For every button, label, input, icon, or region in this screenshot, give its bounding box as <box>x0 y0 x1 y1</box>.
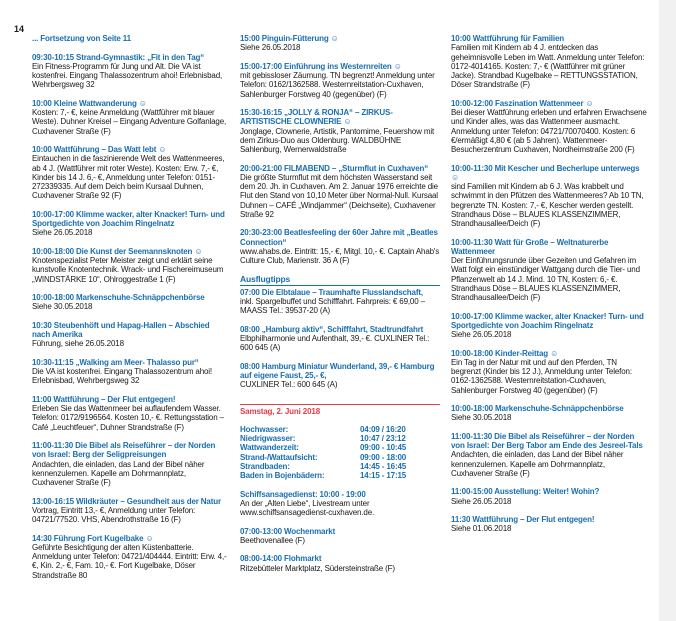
event-entry <box>451 34 647 90</box>
column-2-entries-bottom <box>240 490 440 573</box>
continuation-note: ... Fortsetzung von Seite 11 <box>32 34 131 43</box>
event-description: CUXLINER Tel.: 600 645 (A) <box>240 380 338 390</box>
event-title: 10:00-11:30 Watt für Große – Weltnaturerbe Wattenmeer <box>451 237 609 256</box>
event-entry <box>451 99 647 155</box>
event-description: Die größte Sturmflut mit dem höchsten Wasserstand seit dem 20. Jh. in Cuxhaven. Am 2. Januar 1976 erreichte die Flut den Stand von 10,10 Meter über Normal-Null. Kursaal Duhnen – CAFÉ „Windjammer“ (Deichseite), Cuxhavener Straße 92 <box>240 172 438 219</box>
event-description: www.ahabs.de. Eintritt: 15,- €, Mitgl. 10,- €. Captain Ahab's Culture Club, Marienstr. 36 A (F) <box>240 246 440 265</box>
event-title: 07:00 Die Elbtalaue – Traumhafte Flusslandschaft, <box>240 287 423 297</box>
event-entry <box>240 527 440 546</box>
tide-time: 10:47 / 23:12 <box>360 434 406 443</box>
column-3 <box>451 34 647 543</box>
event-title: 15:00-17:00 Einführung ins Westernreiten ☺ <box>240 61 402 71</box>
event-description: Ein Tag in der Natur mit und auf den Pferden, TN begrenzt (Kinder bis 12 J.), Anmeldung unter Telefon: 0162-1362588. Westernreitstation-Cuxhaven, Sahlenburger Forstweg 40 (gegenüber) (F) <box>451 357 632 395</box>
event-description: Kosten: 7,- €, keine Anmeldung (Wattführer mit blauer Weste). Duhner Kreisel – Eingang Adventure Golfanlage, Cuxhavener Straße (F) <box>32 108 227 136</box>
date-header: Samstag, 2. Juni 2018 <box>240 404 440 416</box>
event-description: Jonglage, Clownerie, Artistik, Pantomime, Feuershow mit dem Zirkus-Duo aus Oldenburg. WALDBÜHNE Sahlenburg, Wernerwaldstraße <box>240 126 435 154</box>
event-title: 10:00-18:00 Markenschuhe-Schnäppchenbörse <box>32 293 205 302</box>
event-title: 08:00 „Hamburg aktiv“, Schifffahrt, Stadtrundfahrt <box>240 324 424 334</box>
tide-row <box>240 462 440 471</box>
event-description: Siehe 30.05.2018 <box>32 302 93 312</box>
tide-time: 09:00 - 18:00 <box>360 452 407 462</box>
event-entry <box>451 404 647 423</box>
event-entry <box>451 487 647 506</box>
event-entry <box>240 490 440 518</box>
event-title: 14:30 Führung Fort Kugelbake ☺ <box>32 533 154 543</box>
tide-row <box>240 434 440 443</box>
event-description: Andachten, die einladen, das Land der Bibel näher kennenzulernen. Kapelle am Dohrmannplatz, Cuxhavener Straße (F) <box>451 450 624 478</box>
event-description: Ein Fitness-Programm für Jung und Alt. Die VA ist kostenfrei. Eingang Thalassozentrum ahoi! Erlebnisbad, Wehrbergsweg 32 <box>32 61 223 90</box>
tide-label: Baden in Bojenbädern: <box>240 471 325 480</box>
event-title: 10:00 Wattführung für Familien <box>451 34 564 43</box>
event-entry <box>32 247 228 284</box>
event-entry <box>32 497 228 525</box>
tide-label: Strandbaden: <box>240 461 290 471</box>
tide-time: 14:45 - 16:45 <box>360 461 407 471</box>
event-entry <box>32 321 228 349</box>
event-entry <box>240 362 440 390</box>
event-entry <box>240 34 440 53</box>
tide-row <box>240 453 440 462</box>
section-header-ausflugtipps: Ausflugtipps <box>240 275 440 286</box>
event-description: mit gebissloser Zäumung. TN begrenzt! Anmeldung unter Telefon: 0162/1362588. Westernreitstation-Cuxhaven, Sahlenburger Forstweg 40 (gegenüber) (F) <box>240 71 435 99</box>
event-entry <box>451 238 647 303</box>
event-title: 10:00-18:00 Die Kunst der Seemannsknoten ☺ <box>32 246 203 256</box>
event-title: 10:00-17:00 Klimme wacker, alter Knacker! Turn- und Sportgedichte von Joachim Ringelnatz <box>32 209 225 228</box>
event-entry <box>240 288 440 316</box>
tide-time: 14:15 - 17:15 <box>360 471 407 480</box>
event-entry <box>32 441 228 487</box>
event-description: Die VA ist kostenfrei. Eingang Thalassozentrum ahoi! Erlebnisbad, Wehrbergsweg 32 <box>32 367 213 386</box>
event-description: Siehe 26.05.2018 <box>451 496 512 506</box>
event-title: 10:00-18:00 Markenschuhe-Schnäppchenbörse <box>451 404 624 413</box>
tide-label: Niedrigwasser: <box>240 434 296 443</box>
tide-row <box>240 471 440 480</box>
event-title: 10:00 Kleine Wattwanderung ☺ <box>32 98 147 108</box>
event-title: 10:00-12:00 Faszination Wattenmeer ☺ <box>451 98 594 108</box>
event-entry <box>32 293 228 312</box>
event-description: Elbphilharmonie und Aufenthalt, 39,- €. CUXLINER Tel.: 600 645 (A) <box>240 334 430 353</box>
event-description: Eintauchen in die faszinierende Welt des Wattenmeeres, ab 4 J. (Wattführer mit roter Weste). Kosten: Erw. 7,- €, Kinder bis 14 J. 6,- €, Anmeldung unter Telefon: 0151-272339335. Auf dem Deich beim Kursaal Duhnen, Cuxhavener Straße 92 (F) <box>32 154 225 201</box>
event-title: 11:00-11:30 Die Bibel als Reiseführer – der Norden von Israel: Berg der Seligpreisungen <box>32 441 216 460</box>
event-entry <box>240 164 440 220</box>
event-description: Ritzebütteler Marktplatz, Südersteinstraße (F) <box>240 563 395 573</box>
event-entry <box>32 358 228 386</box>
event-title: 11:30 Wattführung – Der Flut entgegen! <box>451 515 595 524</box>
event-description: Führung, siehe 26.05.2018 <box>32 339 124 349</box>
event-title: 10:30 Steubenhöft und Hapag-Hallen – Abschied nach Amerika <box>32 320 210 339</box>
page-edge-bar <box>659 0 676 621</box>
event-description: Bei dieser Wattführung erleben und erfahren Erwachsene und Kinder alles, was das Wattenmeer ausmacht. Anmeldung unter Telefon: 04721/70070400. Kosten: 6 €/ermäßigt 4,80 € (ab 5 Jahren). Wattenmeer-Besucherzentrum Cuxhaven, Nordheimstraße 200 (F) <box>451 108 647 154</box>
column-2-entries <box>240 34 440 265</box>
page-number: 14 <box>14 24 25 34</box>
event-entry <box>451 432 647 478</box>
event-description: Siehe 01.06.2018 <box>451 524 512 534</box>
column-3-entries <box>451 34 647 534</box>
event-title: 10:00-17:00 Klimme wacker, alter Knacker! Turn- und Sportgedichte von Joachim Ringelnatz <box>451 311 644 330</box>
event-title: 08:00-14:00 Flohmarkt <box>240 554 322 564</box>
event-entry <box>451 515 647 534</box>
event-title: 10:00-18:00 Kinder-Reittag ☺ <box>451 348 559 358</box>
tide-table <box>240 425 440 481</box>
event-title: 11:00-15:00 Ausstellung: Weiter! Wohin? <box>451 487 600 497</box>
event-entry <box>240 228 440 265</box>
event-entry <box>451 164 647 229</box>
tide-time: 04:09 / 16:20 <box>360 424 406 434</box>
column-1-entries <box>32 53 228 580</box>
event-description: Erleben Sie das Wattenmeer bei auflaufendem Wasser. Telefon: 0172/9196564. Kosten 10,- €. Rettungsstation – Café „Leuchtfeuer“, Duhner Strandstraße (F) <box>32 404 224 432</box>
event-description: An der „Alten Liebe“, Livestream unter www.schiffsansagedienst-cuxhaven.de. <box>240 498 375 517</box>
event-description: Der Einführungsrunde über Gezeiten und Gefahren im Watt folgt ein einstündiger Wattgang durch die Tier- und Pflanzenwelt ab 14 J. Mind. 10 TN, Kosten: 6,- €. Strandhaus Döse – BLAUES KLASSENZIMMER, Strandhausallee/Deich (F) <box>451 256 640 302</box>
tide-row <box>240 425 440 434</box>
event-title: 15:00 Pinguin-Fütterung ☺ <box>240 34 339 43</box>
tide-label: Wattwanderzeit: <box>240 443 299 453</box>
column-1 <box>32 34 228 589</box>
ausflug-entries <box>240 288 440 390</box>
event-description: Geführte Besichtigung der alten Küstenbatterie. Anmeldung unter Telefon: 04721/404444. Eintritt: Erw. 4,- €, Kin. 2,- €, Fam. 10,- €. Fort Kugelbake, Döser Strandstraße 80 <box>32 542 227 580</box>
event-title: 20:30-23:00 Beatlesfeeling der 60er Jahre mit „Beatles Connection“ <box>240 228 438 247</box>
event-entry <box>240 325 440 353</box>
event-entry <box>240 108 440 154</box>
event-entry <box>32 395 228 432</box>
tide-time: 09:00 - 10:45 <box>360 443 407 453</box>
event-title: 15:30-16:15 „JOLLY & RONJA“ – ZIRKUS-ARTISTISCHE CLOWNERIE ☺ <box>240 108 393 127</box>
event-entry <box>32 534 228 580</box>
event-description: Beethovenallee (F) <box>240 535 305 545</box>
event-description: sind Familien mit Kindern ab 6 J. Was krabbelt und schwimmt in den Pfützen des Wattenmeeres? Ab 10 TN, begrenzte TN. Kosten: 7,- €, Kescher werden gestellt. Strandhaus Döse – BLAUES KLASSENZIMMER, Strandhausallee/Deich (F) <box>451 182 644 228</box>
event-title: 08:00 Hamburg Miniatur Wunderland, 39,- € Hamburg auf eigene Faust, 25,- €, <box>240 361 435 380</box>
event-description: Vortrag, Eintritt 13,- €, Anmeldung unter Telefon: 04721/77520. VHS, Abendrothstraße 16 (F) <box>32 505 196 524</box>
event-title: 11:00-11:30 Die Bibel als Reiseführer – der Norden von Israel: Der Berg Tabor am Ende des Jesreel-Tals <box>451 431 643 450</box>
tide-row <box>240 443 440 452</box>
event-description: Siehe 26.05.2018 <box>32 228 93 238</box>
tide-label: Hochwasser: <box>240 424 289 434</box>
event-entry <box>451 312 647 340</box>
event-entry <box>32 145 228 201</box>
column-2 <box>240 34 440 582</box>
event-title: 13:00-16:15 Wildkräuter – Gesundheit aus der Natur <box>32 496 221 506</box>
event-description: Knotenspezialist Peter Meister zeigt und erklärt seine kunstvolle Knotentechnik. Wrack- und Fischereimuseum „WINDSTÄRKE 10“, Ohlroggestraße 1 (F) <box>32 256 224 284</box>
event-title: 11:00 Wattführung – Der Flut entgegen! <box>32 394 176 404</box>
event-entry <box>32 53 228 90</box>
event-description: inkl. Spargelbuffet und Schifffahrt. Fahrpreis: € 69,00 – MAASS Tel.: 39537-20 (A) <box>240 297 425 316</box>
tide-label: Strand-/Wattaufsicht: <box>240 452 318 462</box>
event-entry <box>32 210 228 238</box>
event-entry <box>240 62 440 99</box>
event-description: Siehe 26.05.2018 <box>240 43 301 53</box>
event-title: 10:00 Wattführung – Das Watt lebt ☺ <box>32 145 167 154</box>
event-entry <box>240 554 440 573</box>
event-entry <box>451 349 647 395</box>
event-entry <box>32 99 228 136</box>
event-description: Andachten, die einladen, das Land der Bibel näher kennenzulernen. Kapelle am Dohrmannplatz, Cuxhavener Straße (F) <box>32 459 205 487</box>
event-description: Familien mit Kindern ab 4 J. entdecken das geheimnisvolle Leben im Watt. Anmeldung unter Telefon: 0172-4014165. Kosten: 7,- € (Wattführer mit grüner Jacke). Strandbad Kugelbake – RETTUNGSSTATION, Döser Strandstraße (F) <box>451 43 645 90</box>
event-title: 20:00-21:00 FILMABEND – „Sturmflut in Cuxhaven“ <box>240 163 429 173</box>
event-description: Siehe 30.05.2018 <box>451 413 512 423</box>
event-title: 10:00-11:30 Mit Kescher und Becherlupe unterwegs ☺ <box>451 163 640 182</box>
event-title: 07:00-13:00 Wochenmarkt <box>240 526 336 536</box>
event-title: 09:30-10:15 Strand-Gymnastik: „Fit in den Tag“ <box>32 52 205 62</box>
event-description: Siehe 26.05.2018 <box>451 330 512 339</box>
event-title: 10:30-11:15 „Walking am Meer- Thalasso pur“ <box>32 357 199 367</box>
event-title: Schiffsansagedienst: 10:00 - 19:00 <box>240 489 366 499</box>
